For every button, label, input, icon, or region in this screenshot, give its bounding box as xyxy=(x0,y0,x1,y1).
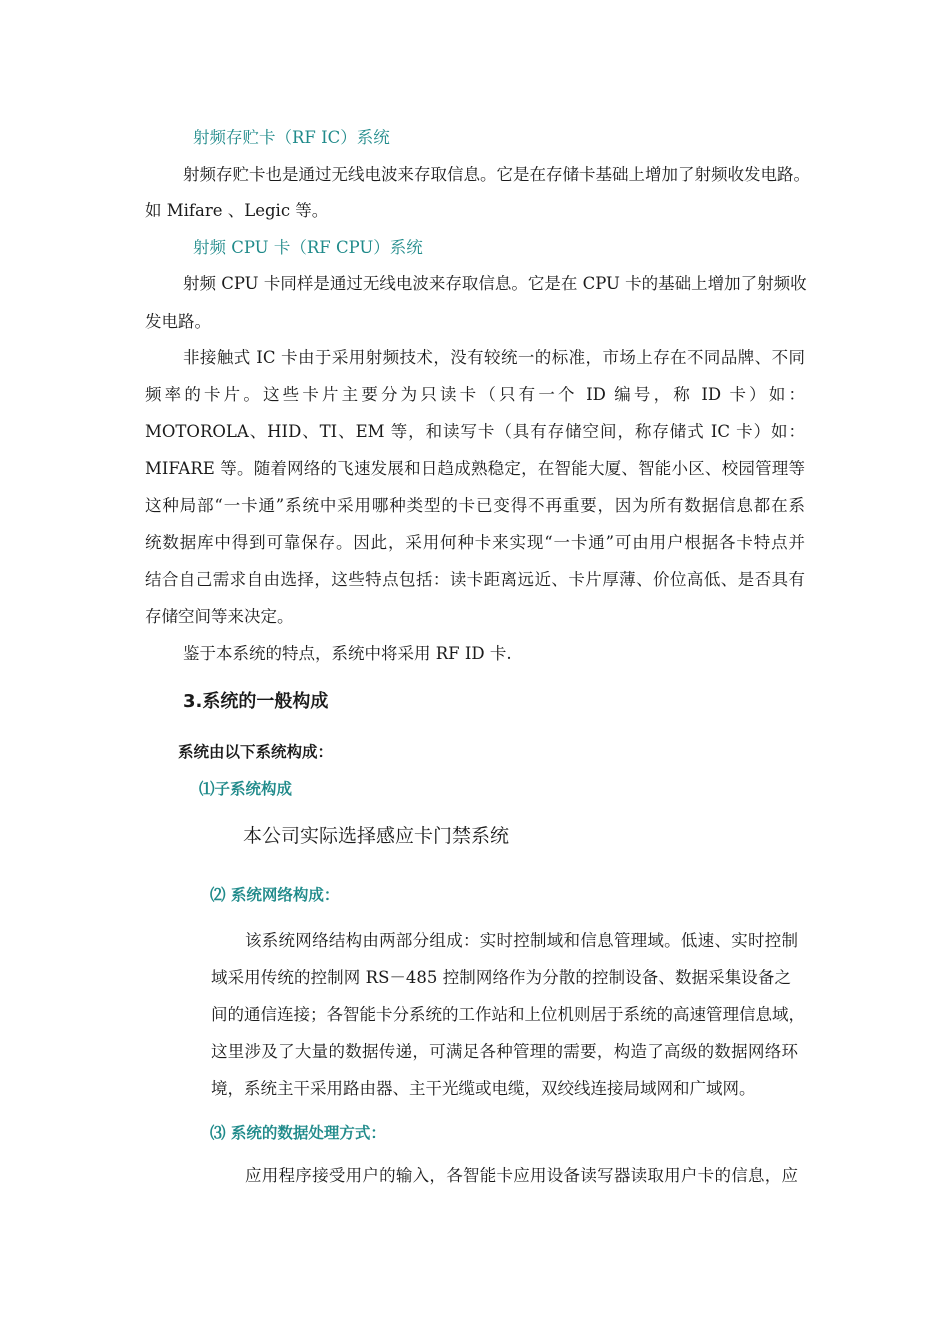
contactless-para-line: 这种局部“一卡通”系统中采用哪种类型的卡已变得不再重要，因为所有数据信息都在系 xyxy=(145,496,805,515)
contactless-para-line: 非接触式 IC 卡由于采用射频技术，没有较统一的标准，市场上存在不同品牌、不同 xyxy=(183,348,805,367)
sub3-heading: ⑶ 系统的数据处理方式： xyxy=(210,1124,386,1142)
section-3-title: 3.系统的一般构成 xyxy=(183,691,329,712)
contactless-para-line: 结合自己需求自由选择，这些特点包括：读卡距离远近、卡片厚薄、价位高低、是否具有 xyxy=(145,570,805,589)
sub2-para-line: 该系统网络结构由两部分组成：实时控制域和信息管理域。低速、实时控制 xyxy=(245,931,798,950)
section-3-intro: 系统由以下系统构成： xyxy=(178,743,334,761)
contactless-para-line: 频率的卡片。这些卡片主要分为只读卡（只有一个 ID 编号，称 ID 卡）如： xyxy=(145,385,805,404)
rf-ic-para-line: 如 Mifare 、Legic 等。 xyxy=(145,201,329,220)
sub2-para-line: 域采用传统的控制网 RS－485 控制网络作为分散的控制设备、数据采集设备之 xyxy=(211,968,791,987)
contactless-para-line: 统数据库中得到可靠保存。因此，采用何种卡来实现“一卡通”可由用户根据各卡特点并 xyxy=(145,533,805,552)
sub2-heading: ⑵ 系统网络构成： xyxy=(210,886,340,904)
sub3-para-line: 应用程序接受用户的输入，各智能卡应用设备读写器读取用户卡的信息，应 xyxy=(245,1166,798,1185)
contactless-para-line: 存储空间等来决定。 xyxy=(145,607,294,626)
sub1-heading: ⑴子系统构成 xyxy=(199,780,293,798)
rf-ic-para-line: 射频存贮卡也是通过无线电波来存取信息。它是在存储卡基础上增加了射频收发电路。 xyxy=(183,165,810,184)
rf-cpu-heading: 射频 CPU 卡（RF CPU）系统 xyxy=(193,238,423,257)
sub2-para-line: 境，系统主干采用路由器、主干光缆或电缆，双绞线连接局域网和广域网。 xyxy=(211,1079,756,1098)
rf-cpu-para-line: 射频 CPU 卡同样是通过无线电波来存取信息。它是在 CPU 卡的基础上增加了射频收 xyxy=(183,274,807,293)
rf-cpu-para-line: 发电路。 xyxy=(145,312,211,331)
contactless-conclusion: 鉴于本系统的特点，系统中将采用 RF ID 卡. xyxy=(183,644,512,663)
sub1-text: 本公司实际选择感应卡门禁系统 xyxy=(243,825,510,847)
contactless-para-line: MOTOROLA、HID、TI、EM 等，和读写卡（具有存储空间，称存储式 IC 卡）如： xyxy=(145,422,805,441)
contactless-para-line: MIFARE 等。随着网络的飞速发展和日趋成熟稳定，在智能大厦、智能小区、校园管理等 xyxy=(145,459,805,478)
rf-ic-heading: 射频存贮卡（RF IC）系统 xyxy=(193,128,390,147)
sub2-para-line: 这里涉及了大量的数据传递，可满足各种管理的需要，构造了高级的数据网络环 xyxy=(211,1042,798,1061)
sub2-para-line: 间的通信连接；各智能卡分系统的工作站和上位机则居于系统的高速管理信息域， xyxy=(211,1005,805,1024)
